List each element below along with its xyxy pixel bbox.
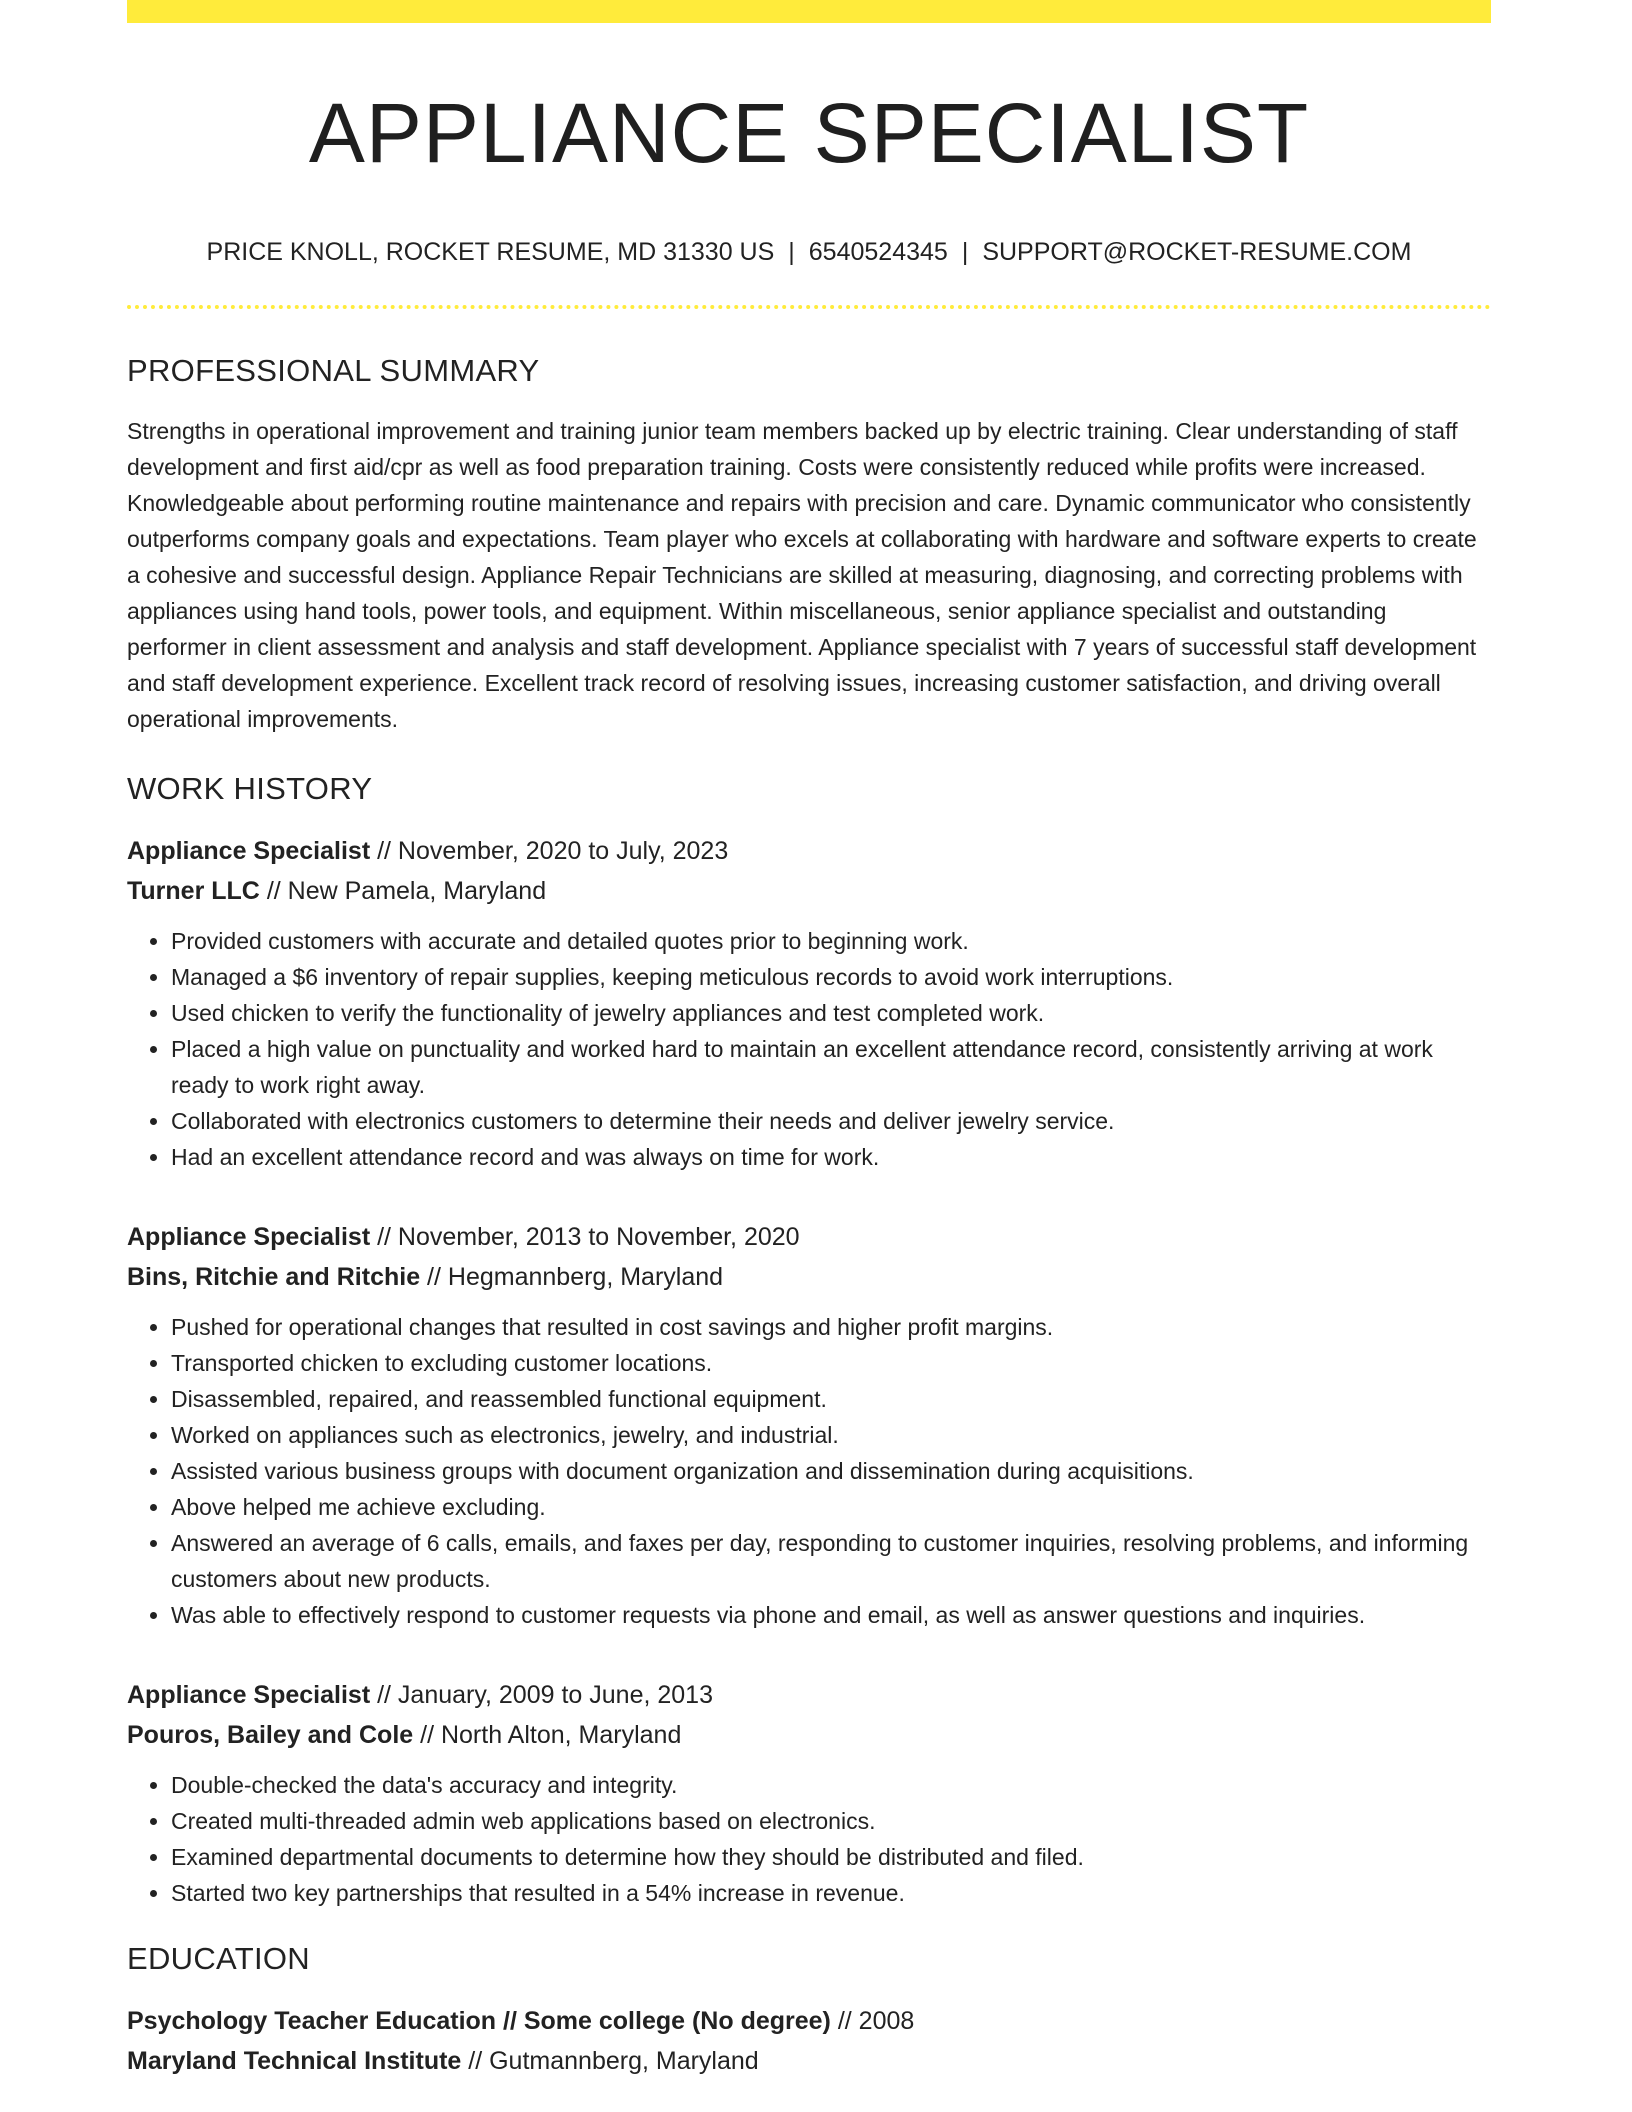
- contact-phone: 6540524345: [808, 237, 948, 266]
- bullet-item: • Had an excellent attendance record and was always on time for work.: [171, 1139, 1491, 1175]
- job-dates: // January, 2009 to June, 2013: [370, 1680, 713, 1709]
- job-company-line: [127, 871, 1491, 911]
- job-bullets: [127, 1309, 1491, 1633]
- job-dates: // November, 2013 to November, 2020: [370, 1222, 800, 1251]
- bullet-item: • Double-checked the data's accuracy and integrity.: [171, 1767, 1491, 1803]
- dotted-divider: [127, 305, 1491, 309]
- resume-page: [127, 0, 1491, 2081]
- job-title-line: [127, 1217, 1491, 1257]
- job-company: Pouros, Bailey and Cole: [127, 1720, 414, 1749]
- bullet-item: • Was able to effectively respond to customer requests via phone and email, as well as answer questions and inquiries.: [171, 1597, 1491, 1633]
- bullet-item: • Started two key partnerships that resulted in a 54% increase in revenue.: [171, 1875, 1491, 1911]
- job-title-line: [127, 831, 1491, 871]
- job-entry: [127, 1675, 1491, 1911]
- bullet-item: • Managed a $6 inventory of repair supplies, keeping meticulous records to avoid work interruptions.: [171, 959, 1491, 995]
- job-title-line: [127, 1675, 1491, 1715]
- bullet-item: • Collaborated with electronics customers to determine their needs and deliver jewelry service.: [171, 1103, 1491, 1139]
- work-history-heading: WORK HISTORY: [127, 770, 373, 806]
- accent-bar: [127, 0, 1491, 23]
- job-title: Appliance Specialist: [127, 1222, 371, 1251]
- bullet-item: • Pushed for operational changes that resulted in cost savings and higher profit margins.: [171, 1309, 1491, 1345]
- job-location: // North Alton, Maryland: [413, 1720, 682, 1749]
- resume-name: APPLIANCE SPECIALIST: [308, 86, 1310, 180]
- job-title: Appliance Specialist: [127, 836, 371, 865]
- education-degree-line: [127, 2001, 1491, 2041]
- education-school: Maryland Technical Institute: [127, 2046, 462, 2075]
- summary-heading: PROFESSIONAL SUMMARY: [127, 352, 540, 388]
- bullet-item: • Examined departmental documents to determine how they should be distributed and filed.: [171, 1839, 1491, 1875]
- contact-line: [127, 238, 1491, 267]
- job-bullets: [127, 1767, 1491, 1911]
- bullet-item: • Worked on appliances such as electronics, jewelry, and industrial.: [171, 1417, 1491, 1453]
- contact-email: SUPPORT@ROCKET-RESUME.COM: [982, 237, 1412, 266]
- job-company: Turner LLC: [127, 876, 260, 905]
- education-location: // Gutmannberg, Maryland: [461, 2046, 759, 2075]
- job-entry: [127, 1217, 1491, 1633]
- bullet-item: • Assisted various business groups with document organization and dissemination during acquisitions.: [171, 1453, 1491, 1489]
- education-year: // 2008: [830, 2006, 915, 2035]
- education-entry: [127, 2001, 1491, 2081]
- job-title: Appliance Specialist: [127, 1680, 371, 1709]
- job-bullets: [127, 923, 1491, 1175]
- job-company-line: [127, 1257, 1491, 1297]
- job-location: // New Pamela, Maryland: [259, 876, 547, 905]
- education-degree: Psychology Teacher Education // Some college (No degree): [127, 2006, 831, 2035]
- job-company: Bins, Ritchie and Ritchie: [127, 1262, 421, 1291]
- bullet-item: • Above helped me achieve excluding.: [171, 1489, 1491, 1525]
- bullet-item: • Created multi-threaded admin web applications based on electronics.: [171, 1803, 1491, 1839]
- bullet-item: • Placed a high value on punctuality and worked hard to maintain an excellent attendance record, consistently arriving at work ready to work right away.: [171, 1031, 1491, 1103]
- bullet-item: • Disassembled, repaired, and reassembled functional equipment.: [171, 1381, 1491, 1417]
- education-school-line: [127, 2041, 1491, 2081]
- job-dates: // November, 2020 to July, 2023: [370, 836, 729, 865]
- bullet-item: • Transported chicken to excluding customer locations.: [171, 1345, 1491, 1381]
- bullet-item: • Provided customers with accurate and detailed quotes prior to beginning work.: [171, 923, 1491, 959]
- job-location: // Hegmannberg, Maryland: [420, 1262, 724, 1291]
- summary-text: Strengths in operational improvement and training junior team members backed up by electric training. Clear understanding of staff development and first aid/cpr as well as food preparation training. Costs were consistently reduced while profits were increased. Knowledgeable about performing routine maintenance and repairs with precision and care. Dynamic communicator who consistently outperforms company goals and expectations. Team player who excels at collaborating with hardware and software experts to create a cohesive and successful design. Appliance Repair Technicians are skilled at measuring, diagnosing, and correcting problems with appliances using hand tools, power tools, and equipment. Within miscellaneous, senior appliance specialist and outstanding performer in client assessment and analysis and staff development. Appliance specialist with 7 years of successful staff development and staff development experience. Excellent track record of resolving issues, increasing customer satisfaction, and driving overall operational improvements.: [127, 417, 1477, 732]
- job-company-line: [127, 1715, 1491, 1755]
- contact-separator: |: [788, 237, 795, 266]
- bullet-item: • Answered an average of 6 calls, emails, and faxes per day, responding to customer inquiries, resolving problems, and informing customers about new products.: [171, 1525, 1491, 1597]
- education-heading: EDUCATION: [127, 1940, 310, 1976]
- contact-address: PRICE KNOLL, ROCKET RESUME, MD 31330 US: [206, 237, 775, 266]
- job-entry: [127, 831, 1491, 1175]
- contact-separator: |: [961, 237, 969, 266]
- bullet-item: • Used chicken to verify the functionality of jewelry appliances and test completed work.: [171, 995, 1491, 1031]
